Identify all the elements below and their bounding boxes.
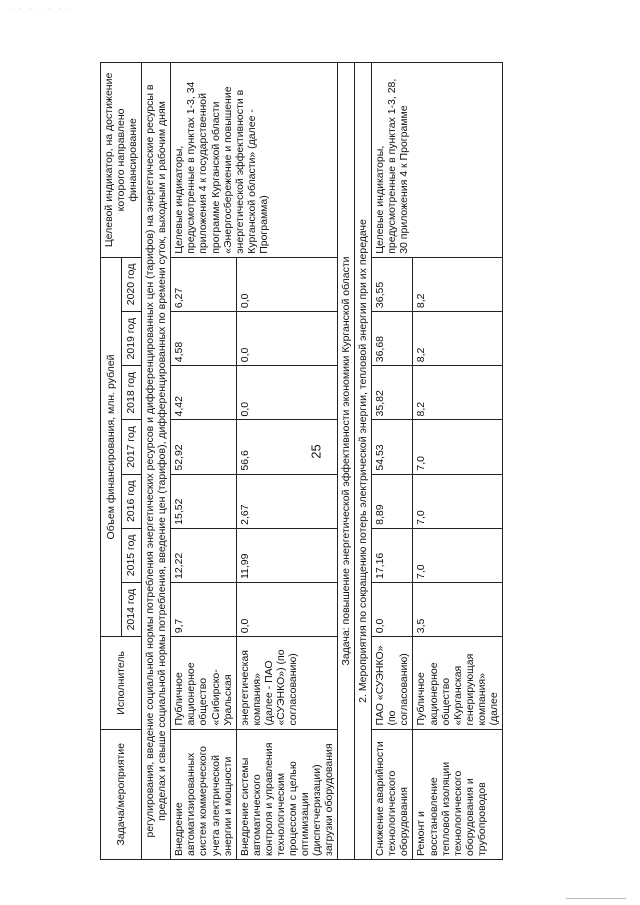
executor-cell: Публичное акционерное общество «Сибирско-Уральская	[171, 637, 236, 729]
indicator-cell: Целевые индикаторы, предусмотренные в пунктах 1-3, 28, 30 приложения 4 к Программе	[372, 63, 503, 258]
executor-cell: ПАО «СУЭНКО» (по согласованию)	[372, 637, 413, 729]
value-cell: 0,0	[236, 312, 338, 366]
task-cell: Внедрение системы автоматического контроля и управления технологическим процессом с целью оптимизации (диспетчеризации) загрузки оборудования	[236, 729, 338, 859]
value-cell: 8,2	[413, 312, 502, 366]
value-cell: 0,0	[236, 257, 338, 311]
scan-artifact: · · · · · · ·	[10, 6, 73, 12]
value-cell: 17,16	[372, 528, 413, 582]
value-cell: 4,42	[171, 366, 236, 420]
value-cell: 36,68	[372, 312, 413, 366]
value-cell: 54,53	[372, 420, 413, 474]
intro-text: регулирования, введение социальной нормы потребления энергетических ресурсов и дифференцированных цен (тарифов) на энергетические ресурсы в пределах и свыше социальной нормы потребления, введение цен (тарифов), дифференцированных по времени суток, выходным и рабочим дням	[142, 63, 171, 860]
page-number: 25	[308, 444, 324, 459]
value-cell: 7,0	[413, 420, 502, 474]
table-row	[372, 63, 413, 860]
task-cell: Внедрение автоматизированных систем коммерческого учета электрической энергии и мощности	[171, 729, 236, 859]
header-year: 2020 год	[121, 257, 142, 311]
value-cell: 52,92	[171, 420, 236, 474]
header-year: 2016 год	[121, 474, 142, 528]
header-year: 2019 год	[121, 312, 142, 366]
value-cell: 9,7	[171, 583, 236, 637]
task-cell: Ремонт и восстановление тепловой изоляции технологического оборудования и трубопроводов	[413, 729, 502, 859]
value-cell: 2,67	[236, 474, 338, 528]
header-year: 2017 год	[121, 420, 142, 474]
value-cell: 0,0	[372, 583, 413, 637]
value-cell: 15,52	[171, 474, 236, 528]
table-row	[171, 63, 236, 860]
value-cell: 7,0	[413, 528, 502, 582]
value-cell: 0,0	[236, 366, 338, 420]
funding-table	[100, 62, 503, 860]
value-cell: 11,99	[236, 528, 338, 582]
value-cell: 8,2	[413, 257, 502, 311]
value-cell: 56,6	[236, 420, 338, 474]
value-cell: 4,58	[171, 312, 236, 366]
value-cell: 7,0	[413, 474, 502, 528]
table-header-row	[101, 63, 122, 860]
task-cell: Снижение аварийности технологического оборудования	[372, 729, 413, 859]
executor-cell: Публичное акционерное общество «Курганская генерирующая компания» (далее	[413, 637, 502, 729]
section-heading-row	[355, 63, 372, 860]
executor-cell: энергетическая компания» (далее - ПАО «СУЭНКО») (по согласованию)	[236, 637, 338, 729]
indicator-cell: Целевые индикаторы, предусмотренные в пунктах 1-3, 34 приложения 4 к государственной программе Курганской области «Энергосбережение и повышение энергетической эффективности в Курганской области» (далее - Программа)	[171, 63, 338, 258]
task-heading: Задача: повышение энергетической эффективности экономики Курганской области	[338, 63, 355, 860]
intro-row	[142, 63, 171, 860]
value-cell: 0,0	[236, 583, 338, 637]
value-cell: 36,55	[372, 257, 413, 311]
rotated-table-container	[100, 62, 640, 860]
scan-edge-line	[566, 898, 626, 899]
value-cell: 3,5	[413, 583, 502, 637]
value-cell: 6,27	[171, 257, 236, 311]
header-task: Задача/мероприятие	[101, 729, 142, 859]
value-cell: 8,2	[413, 366, 502, 420]
task-heading-row	[338, 63, 355, 860]
value-cell: 12,22	[171, 528, 236, 582]
header-year: 2018 год	[121, 366, 142, 420]
header-executor: Исполнитель	[101, 637, 142, 729]
section-heading: 2. Мероприятия по сокращению потерь электрической энергии, тепловой энергии при их передаче	[355, 63, 372, 860]
header-indicator: Целевой индикатор, на достижение которого направлено финансирование	[101, 63, 142, 258]
header-funding: Объем финансирования, млн. рублей	[101, 257, 122, 636]
value-cell: 35,82	[372, 366, 413, 420]
header-year: 2014 год	[121, 583, 142, 637]
value-cell: 8,89	[372, 474, 413, 528]
header-year: 2015 год	[121, 528, 142, 582]
